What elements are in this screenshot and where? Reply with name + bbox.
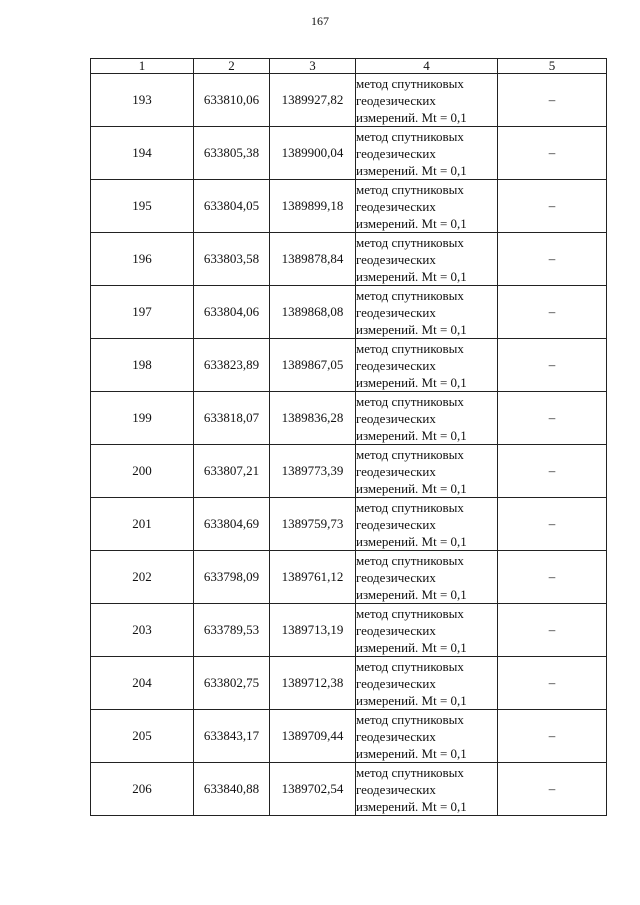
table-row — [91, 604, 607, 657]
column-header-4: 4 — [356, 59, 498, 74]
value-cell: – — [498, 604, 607, 657]
method-line: измерений. Mt = 0,1 — [356, 215, 467, 231]
y-coordinate-cell: 1389899,18 — [270, 180, 356, 233]
method-line: метод спутниковых — [356, 711, 464, 727]
method-line: геодезических — [356, 463, 436, 479]
y-coordinate-cell: 1389927,82 — [270, 74, 356, 127]
y-coordinate-cell: 1389709,44 — [270, 710, 356, 763]
method-line: геодезических — [356, 304, 436, 320]
method-line: геодезических — [356, 145, 436, 161]
point-number-cell: 200 — [91, 445, 194, 498]
method-line: геодезических — [356, 569, 436, 585]
value-cell: – — [498, 657, 607, 710]
value-cell: – — [498, 339, 607, 392]
table-row — [91, 763, 607, 816]
method-line: геодезических — [356, 728, 436, 744]
point-number-cell: 197 — [91, 286, 194, 339]
y-coordinate-cell: 1389702,54 — [270, 763, 356, 816]
value-cell: – — [498, 498, 607, 551]
table-row — [91, 498, 607, 551]
method-line: измерений. Mt = 0,1 — [356, 427, 467, 443]
table-row — [91, 286, 607, 339]
x-coordinate-cell: 633804,05 — [194, 180, 270, 233]
method-cell — [356, 551, 498, 604]
x-coordinate-cell: 633802,75 — [194, 657, 270, 710]
x-coordinate-cell: 633810,06 — [194, 74, 270, 127]
y-coordinate-cell: 1389759,73 — [270, 498, 356, 551]
method-cell — [356, 233, 498, 286]
x-coordinate-cell: 633840,88 — [194, 763, 270, 816]
point-number-cell: 203 — [91, 604, 194, 657]
x-coordinate-cell: 633843,17 — [194, 710, 270, 763]
method-cell — [356, 657, 498, 710]
method-line: метод спутниковых — [356, 499, 464, 515]
method-line: геодезических — [356, 357, 436, 373]
point-number-cell: 195 — [91, 180, 194, 233]
method-cell — [356, 339, 498, 392]
point-number-cell: 201 — [91, 498, 194, 551]
method-line: измерений. Mt = 0,1 — [356, 745, 467, 761]
value-cell: – — [498, 286, 607, 339]
method-line: измерений. Mt = 0,1 — [356, 533, 467, 549]
point-number-cell: 196 — [91, 233, 194, 286]
method-cell — [356, 445, 498, 498]
point-number-cell: 206 — [91, 763, 194, 816]
method-cell — [356, 604, 498, 657]
y-coordinate-cell: 1389712,38 — [270, 657, 356, 710]
method-line: измерений. Mt = 0,1 — [356, 639, 467, 655]
method-line: метод спутниковых — [356, 764, 464, 780]
method-line: измерений. Mt = 0,1 — [356, 109, 467, 125]
column-header-1: 1 — [91, 59, 194, 74]
x-coordinate-cell: 633823,89 — [194, 339, 270, 392]
method-line: геодезических — [356, 92, 436, 108]
point-number-cell: 198 — [91, 339, 194, 392]
value-cell: – — [498, 127, 607, 180]
method-line: метод спутниковых — [356, 287, 464, 303]
method-cell — [356, 763, 498, 816]
x-coordinate-cell: 633798,09 — [194, 551, 270, 604]
y-coordinate-cell: 1389868,08 — [270, 286, 356, 339]
x-coordinate-cell: 633804,69 — [194, 498, 270, 551]
table-row — [91, 445, 607, 498]
method-line: метод спутниковых — [356, 658, 464, 674]
x-coordinate-cell: 633804,06 — [194, 286, 270, 339]
table-row — [91, 657, 607, 710]
method-cell — [356, 127, 498, 180]
table-row — [91, 392, 607, 445]
method-line: измерений. Mt = 0,1 — [356, 480, 467, 496]
value-cell: – — [498, 233, 607, 286]
value-cell: – — [498, 392, 607, 445]
method-line: измерений. Mt = 0,1 — [356, 692, 467, 708]
column-header-2: 2 — [194, 59, 270, 74]
table-row — [91, 127, 607, 180]
point-number-cell: 205 — [91, 710, 194, 763]
method-line: геодезических — [356, 781, 436, 797]
table-body — [91, 74, 607, 816]
table-row — [91, 180, 607, 233]
x-coordinate-cell: 633789,53 — [194, 604, 270, 657]
x-coordinate-cell: 633803,58 — [194, 233, 270, 286]
method-line: метод спутниковых — [356, 128, 464, 144]
table-row — [91, 233, 607, 286]
method-line: метод спутниковых — [356, 605, 464, 621]
coordinates-table — [90, 58, 607, 816]
method-line: измерений. Mt = 0,1 — [356, 798, 467, 814]
y-coordinate-cell: 1389773,39 — [270, 445, 356, 498]
value-cell: – — [498, 710, 607, 763]
method-line: измерений. Mt = 0,1 — [356, 268, 467, 284]
method-cell — [356, 286, 498, 339]
header-row — [91, 59, 607, 74]
method-cell — [356, 180, 498, 233]
y-coordinate-cell: 1389713,19 — [270, 604, 356, 657]
y-coordinate-cell: 1389836,28 — [270, 392, 356, 445]
method-line: геодезических — [356, 675, 436, 691]
method-line: геодезических — [356, 622, 436, 638]
method-line: метод спутниковых — [356, 393, 464, 409]
method-line: метод спутниковых — [356, 234, 464, 250]
method-cell — [356, 74, 498, 127]
method-line: геодезических — [356, 198, 436, 214]
method-line: геодезических — [356, 516, 436, 532]
method-line: метод спутниковых — [356, 340, 464, 356]
x-coordinate-cell: 633807,21 — [194, 445, 270, 498]
column-header-3: 3 — [270, 59, 356, 74]
method-line: измерений. Mt = 0,1 — [356, 586, 467, 602]
y-coordinate-cell: 1389900,04 — [270, 127, 356, 180]
x-coordinate-cell: 633805,38 — [194, 127, 270, 180]
method-line: метод спутниковых — [356, 75, 464, 91]
method-cell — [356, 392, 498, 445]
page-number: 167 — [311, 14, 329, 28]
y-coordinate-cell: 1389878,84 — [270, 233, 356, 286]
y-coordinate-cell: 1389867,05 — [270, 339, 356, 392]
value-cell: – — [498, 445, 607, 498]
point-number-cell: 193 — [91, 74, 194, 127]
value-cell: – — [498, 763, 607, 816]
method-cell — [356, 498, 498, 551]
point-number-cell: 194 — [91, 127, 194, 180]
method-line: метод спутниковых — [356, 181, 464, 197]
method-line: измерений. Mt = 0,1 — [356, 374, 467, 390]
method-cell — [356, 710, 498, 763]
column-header-5: 5 — [498, 59, 607, 74]
value-cell: – — [498, 551, 607, 604]
method-line: измерений. Mt = 0,1 — [356, 162, 467, 178]
y-coordinate-cell: 1389761,12 — [270, 551, 356, 604]
table-row — [91, 74, 607, 127]
method-line: метод спутниковых — [356, 446, 464, 462]
point-number-cell: 202 — [91, 551, 194, 604]
point-number-cell: 204 — [91, 657, 194, 710]
method-line: метод спутниковых — [356, 552, 464, 568]
x-coordinate-cell: 633818,07 — [194, 392, 270, 445]
method-line: геодезических — [356, 410, 436, 426]
table-row — [91, 339, 607, 392]
table-row — [91, 551, 607, 604]
table-row — [91, 710, 607, 763]
value-cell: – — [498, 74, 607, 127]
value-cell: – — [498, 180, 607, 233]
point-number-cell: 199 — [91, 392, 194, 445]
method-line: измерений. Mt = 0,1 — [356, 321, 467, 337]
method-line: геодезических — [356, 251, 436, 267]
